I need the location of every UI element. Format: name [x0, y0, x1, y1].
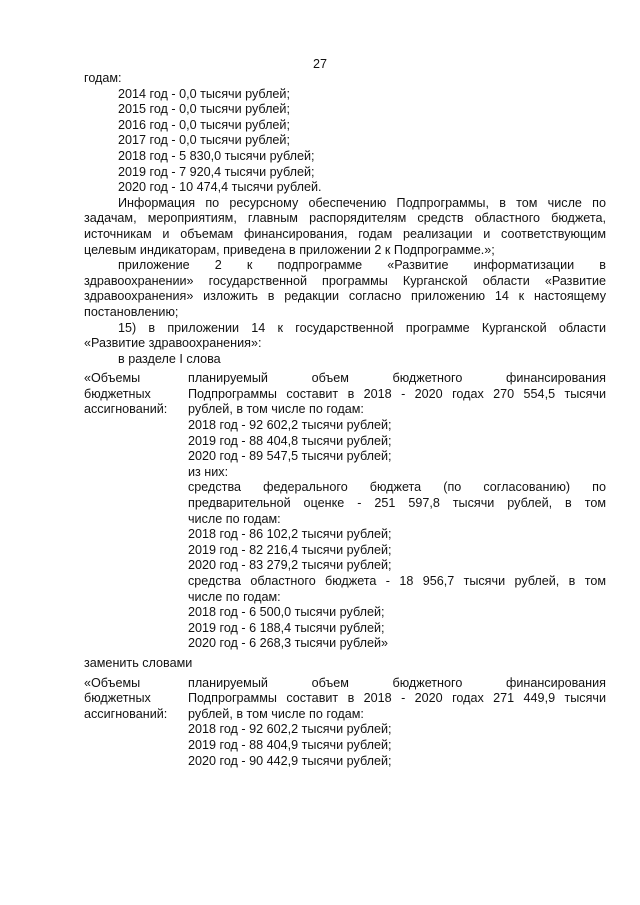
- section-words: в разделе I слова: [118, 351, 221, 366]
- year-line: 2020 год - 10 474,4 тысячи рублей.: [118, 180, 322, 195]
- table-line: Подпрограммы составит в 2018 - 2020 годах 271 449,9 тысячи: [188, 691, 606, 706]
- label-line: «Объемы: [84, 371, 141, 386]
- page-number: 27: [312, 57, 327, 71]
- table-line: планируемый объем бюджетного финансирования: [188, 371, 606, 386]
- table-line: 2019 год - 88 404,9 тысячи рублей;: [188, 737, 392, 752]
- table-line: 2018 год - 92 602,2 тысячи рублей;: [188, 722, 392, 737]
- table-line: средства областного бюджета - 18 956,7 тысячи рублей, в том: [188, 574, 606, 588]
- year-line: 2019 год - 7 920,4 тысячи рублей;: [118, 164, 315, 179]
- table-line: 2018 год - 6 500,0 тысячи рублей;: [188, 605, 385, 620]
- table-line: числе по годам:: [188, 589, 281, 604]
- paragraph-line: целевым индикаторам, приведена в приложении 2 к Подпрограмме.»;: [84, 242, 495, 257]
- replace-words: заменить словами: [84, 655, 193, 670]
- table-label: [84, 371, 188, 652]
- appendix2-paragraph: [84, 258, 606, 320]
- year-line: 2017 год - 0,0 тысячи рублей;: [118, 133, 290, 148]
- document-body: [84, 71, 606, 769]
- info-paragraph: [84, 196, 606, 258]
- paragraph-line: 15) в приложении 14 к государственной программе Курганской области: [118, 320, 606, 335]
- item-15-paragraph: [84, 321, 606, 352]
- label-line: бюджетных: [84, 386, 151, 401]
- table-line: средства федерального бюджета (по согласованию) по: [188, 480, 606, 495]
- table-label: [84, 676, 188, 770]
- year-line: 2018 год - 5 830,0 тысячи рублей;: [118, 148, 315, 163]
- table-line: рублей, в том числе по годам:: [188, 706, 364, 721]
- table-line: 2020 год - 6 268,3 тысячи рублей»: [188, 636, 388, 651]
- table-line: числе по годам:: [188, 511, 281, 526]
- table-line: 2018 год - 86 102,2 тысячи рублей;: [188, 527, 392, 542]
- year-line: 2015 год - 0,0 тысячи рублей;: [118, 102, 290, 117]
- label-line: ассигнований:: [84, 402, 168, 417]
- years-list: [84, 87, 606, 196]
- table-line: 2018 год - 92 602,2 тысячи рублей;: [188, 418, 392, 433]
- table-line: предварительной оценке - 251 597,8 тысячи рублей, в том: [188, 496, 606, 511]
- table-line: 2019 год - 88 404,8 тысячи рублей;: [188, 433, 392, 448]
- year-line: 2014 год - 0,0 тысячи рублей;: [118, 86, 290, 101]
- paragraph-line: здравоохранения» изложить в редакции согласно приложению 14 к настоящему: [84, 289, 606, 304]
- table-line: 2020 год - 90 442,9 тысячи рублей;: [188, 753, 392, 768]
- label-line: «Объемы: [84, 675, 141, 690]
- label-line: бюджетных: [84, 691, 151, 706]
- table-line: из них:: [188, 464, 229, 479]
- paragraph-line: приложение 2 к подпрограмме «Развитие информатизации в: [118, 258, 606, 273]
- table-line: 2020 год - 89 547,5 тысячи рублей;: [188, 449, 392, 464]
- paragraph-line: «Развитие здравоохранения»:: [84, 336, 262, 351]
- old-funding-table: [84, 371, 606, 652]
- paragraph-line: задачам, мероприятиям, главным распорядителям средств областного бюджета,: [84, 211, 606, 226]
- paragraph-line: источникам и объемам финансирования, годам реализации и соответствующим: [84, 226, 606, 241]
- table-line: рублей, в том числе по годам:: [188, 402, 364, 417]
- table-line: планируемый объем бюджетного финансирования: [188, 675, 606, 690]
- new-funding-table: [84, 676, 606, 770]
- table-text: [188, 371, 606, 652]
- table-text: [188, 676, 606, 770]
- table-line: 2019 год - 6 188,4 тысячи рублей;: [188, 620, 385, 635]
- table-line: 2020 год - 83 279,2 тысячи рублей;: [188, 558, 392, 573]
- intro-word: годам:: [84, 71, 122, 85]
- paragraph-line: постановлению;: [84, 304, 179, 319]
- year-line: 2016 год - 0,0 тысячи рублей;: [118, 117, 290, 132]
- paragraph-line: Информация по ресурсному обеспечению Подпрограммы, в том числе по: [118, 195, 606, 210]
- label-line: ассигнований:: [84, 706, 168, 721]
- paragraph-line: здравоохранении» государственной программы Курганской области «Развитие: [84, 273, 606, 288]
- table-line: 2019 год - 82 216,4 тысячи рублей;: [188, 542, 392, 557]
- table-line: Подпрограммы составит в 2018 - 2020 годах 270 554,5 тысячи: [188, 386, 606, 401]
